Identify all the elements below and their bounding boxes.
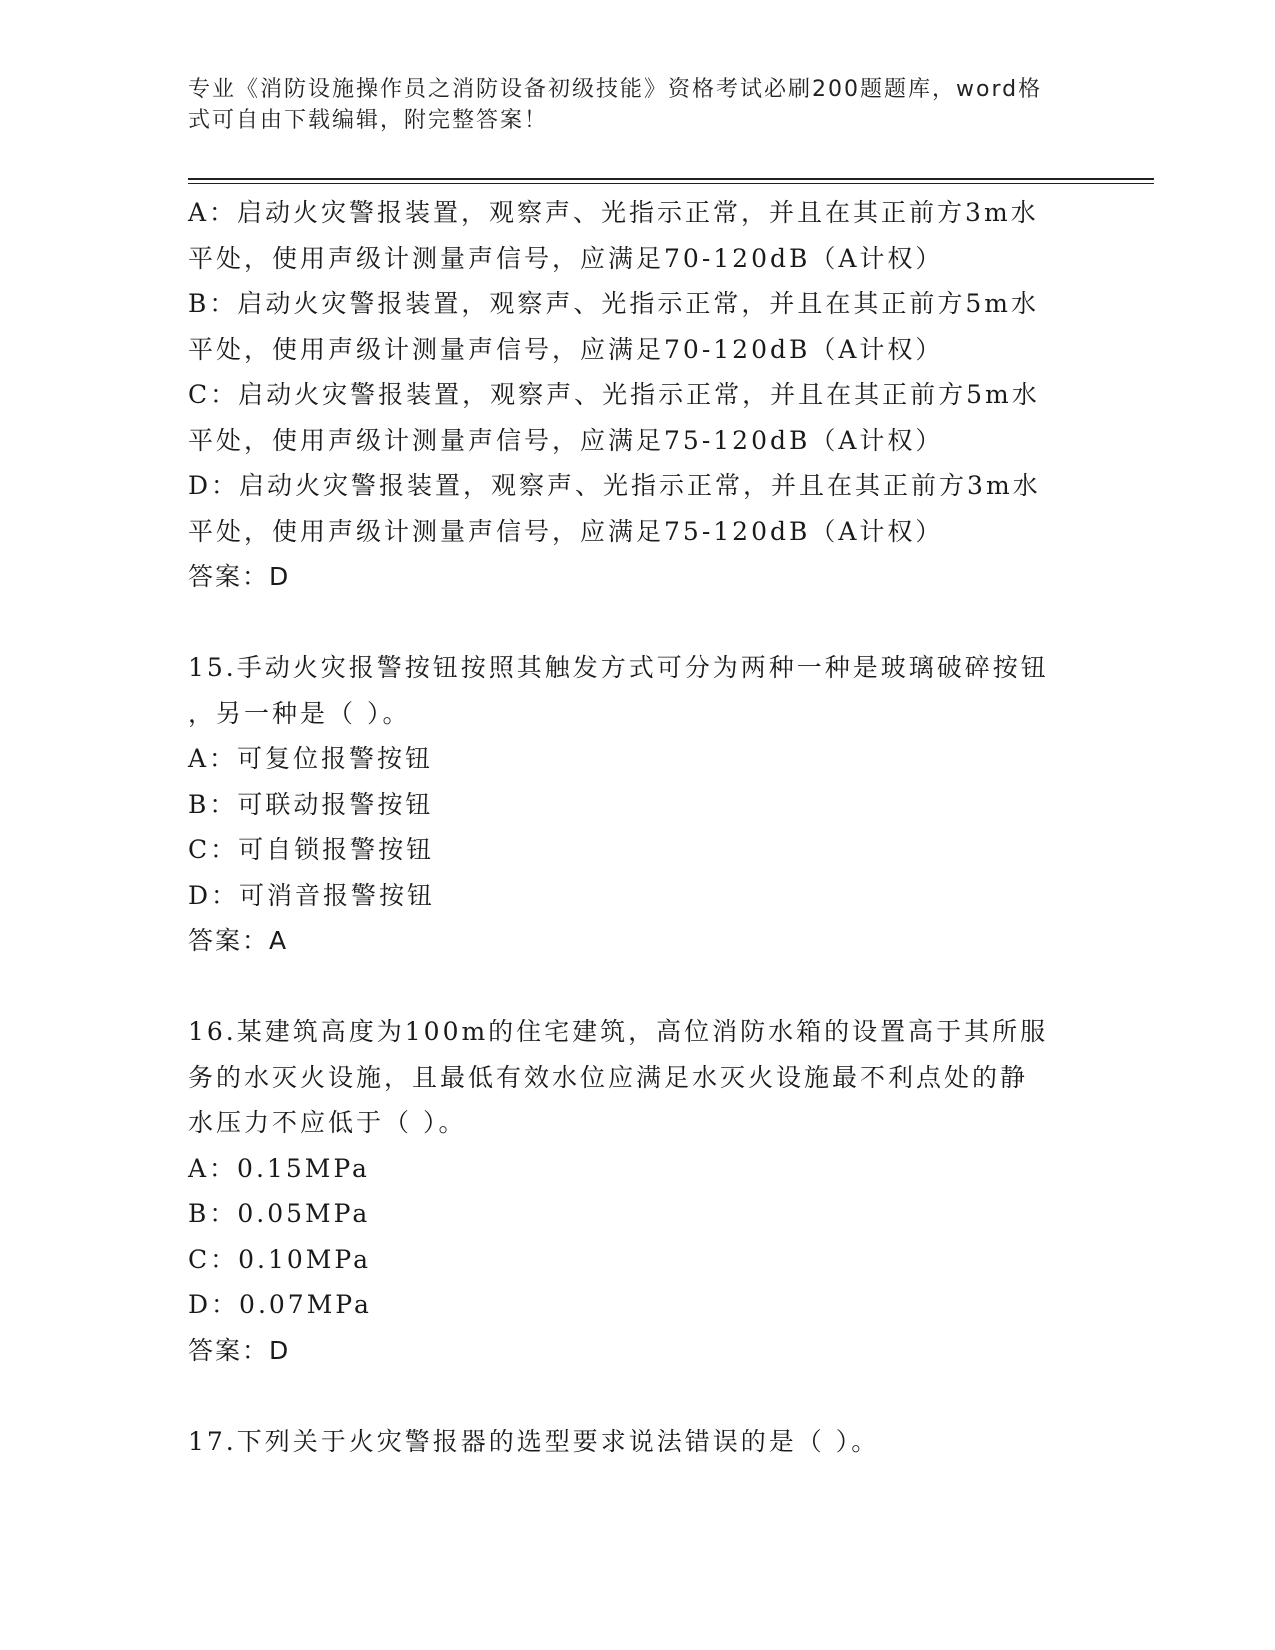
q16-stem-line3: 水压力不应低于（ ）。 [188,1108,467,1137]
q16-option-c: C：0.10MPa [188,1244,371,1274]
document-header [188,74,1068,136]
question-16 [188,1009,1088,1373]
question-15 [188,645,1088,964]
header-divider-thin [188,183,1154,184]
q16-option-b: B：0.05MPa [188,1199,371,1228]
q14-option-a-line2: 平处，使用声级计测量声信号，应满足70-120dB（A计权） [188,243,944,273]
q16-option-a: A：0.15MPa [188,1153,370,1183]
q14-option-b-line2: 平处，使用声级计测量声信号，应满足70-120dB（A计权） [188,334,944,364]
spacer [188,1373,1088,1419]
header-line-2: 式可自由下载编辑，附完整答案！ [188,108,549,133]
header-line-1: 专业《消防设施操作员之消防设备初级技能》资格考试必刷200题题库，word格 [188,77,1043,102]
q14-option-d-line2: 平处，使用声级计测量声信号，应满足75-120dB（A计权） [188,516,944,546]
document-body [188,190,1088,1464]
spacer [188,600,1088,646]
q16-stem-line1: 16.某建筑高度为100m的住宅建筑，高位消防水箱的设置高于其所服 [188,1017,1049,1046]
question-14-options [188,190,1088,600]
spacer [188,964,1088,1010]
q17-stem-line1: 17.下列关于火灾警报器的选型要求说法错误的是（ ）。 [188,1426,880,1456]
q15-answer: 答案：A [188,926,289,955]
q14-answer: 答案：D [188,562,291,591]
q15-stem-line1: 15.手动火灾报警按钮按照其触发方式可分为两种一种是玻璃破碎按钮 [188,653,1049,682]
q16-stem-line2: 务的水灭火设施，且最低有效水位应满足水灭火设施最不利点处的静 [188,1062,1029,1092]
q15-option-b: B：可联动报警按钮 [188,789,434,819]
q16-answer: 答案：D [188,1335,291,1365]
q16-option-d: D：0.07MPa [188,1290,372,1319]
q14-option-c-line2: 平处，使用声级计测量声信号，应满足75-120dB（A计权） [188,425,944,455]
q15-option-c: C：可自锁报警按钮 [188,835,435,864]
q15-stem-line2: ，另一种是（ ）。 [188,698,411,728]
q14-option-a-line1: A：启动火灾警报装置，观察声、光指示正常，并且在其正前方3m水 [188,198,1039,227]
q14-option-d-line1: D：启动火灾警报装置，观察声、光指示正常，并且在其正前方3m水 [188,471,1041,500]
q15-option-a: A：可复位报警按钮 [188,744,434,773]
header-divider-thick [188,178,1154,180]
q14-option-b-line1: B：启动火灾警报装置，观察声、光指示正常，并且在其正前方5m水 [188,289,1039,318]
question-17 [188,1419,1088,1465]
q14-option-c-line1: C：启动火灾警报装置，观察声、光指示正常，并且在其正前方5m水 [188,380,1040,409]
q15-option-d: D：可消音报警按钮 [188,880,436,910]
